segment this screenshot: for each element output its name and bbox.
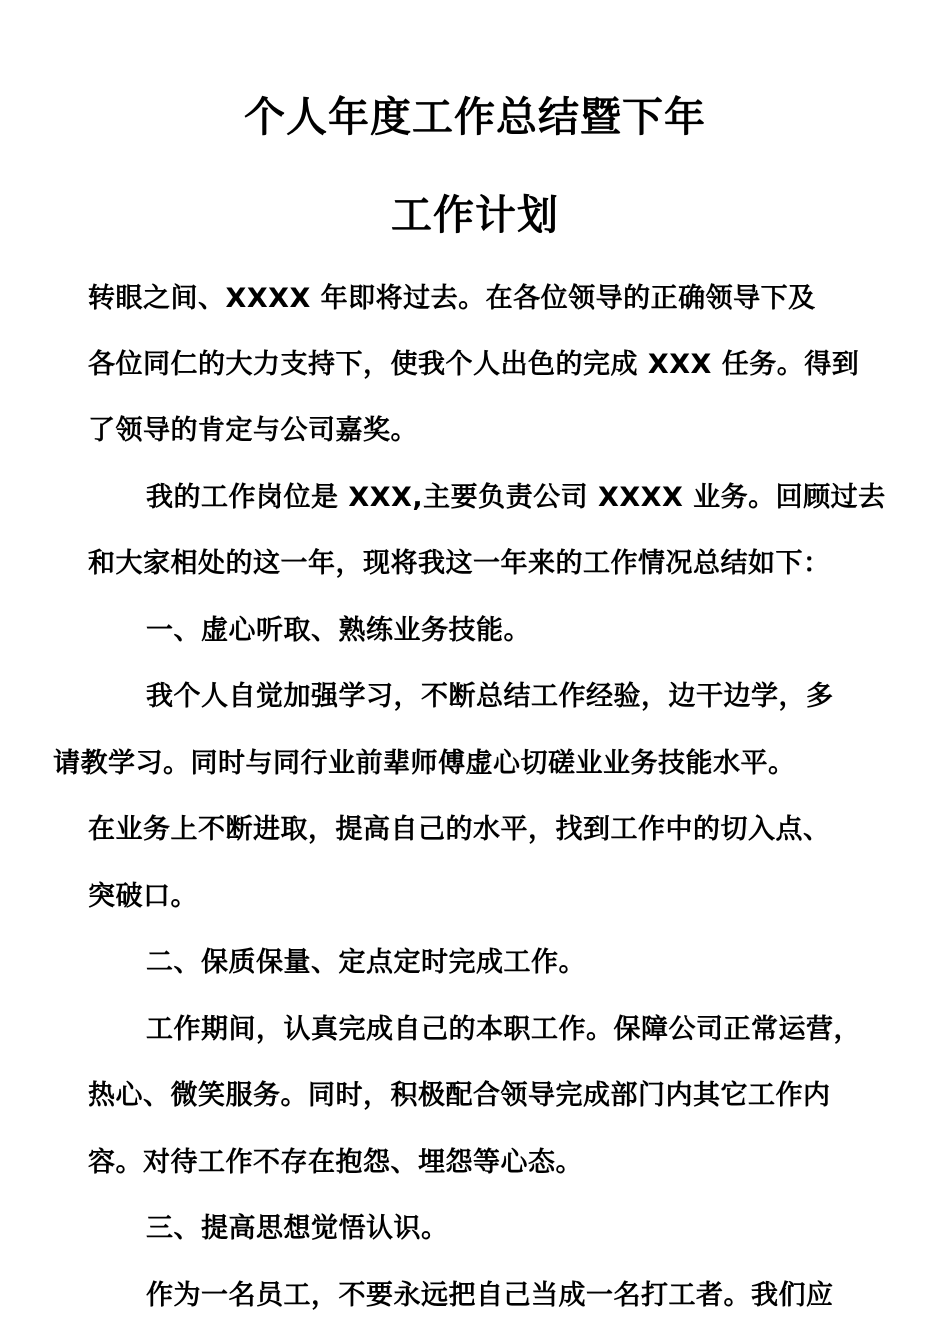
body-line-8: 请教学习。同时与同行业前辈师傅虚心切磋业业务技能水平。 (53, 748, 796, 779)
document-title-line-1: 个人年度工作总结暨下年 (244, 93, 706, 141)
body-line-14: 容。对待工作不存在抱怨、埋怨等心态。 (88, 1147, 583, 1178)
section-heading-3: 三、提高思想觉悟认识。 (146, 1213, 449, 1244)
body-line-16: 作为一名员工，不要永远把自己当成一名打工者。我们应 (146, 1280, 834, 1311)
body-line-4: 我的工作岗位是 XXX,主要负责公司 XXXX 业务。回顾过去 (146, 482, 886, 513)
body-line-1: 转眼之间、XXXX 年即将过去。在各位领导的正确领导下及 (88, 283, 816, 314)
body-line-5: 和大家相处的这一年，现将我这一年来的工作情况总结如下： (88, 548, 831, 579)
document-title-line-2: 工作计划 (391, 191, 559, 239)
section-heading-2: 二、保质保量、定点定时完成工作。 (146, 947, 586, 978)
body-line-12: 工作期间，认真完成自己的本职工作。保障公司正常运营， (146, 1014, 861, 1045)
body-line-13: 热心、微笑服务。同时，积极配合领导完成部门内其它工作内 (88, 1080, 831, 1111)
body-line-7: 我个人自觉加强学习，不断总结工作经验，边干边学，多 (146, 681, 834, 712)
body-line-3: 了领导的肯定与公司嘉奖。 (88, 415, 418, 446)
body-line-10: 突破口。 (88, 881, 198, 912)
body-line-9: 在业务上不断进取，提高自己的水平，找到工作中的切入点、 (88, 814, 831, 845)
body-line-2: 各位同仁的大力支持下，使我个人出色的完成 XXX 任务。得到 (88, 349, 860, 380)
section-heading-1: 一、虚心听取、熟练业务技能。 (146, 615, 531, 646)
